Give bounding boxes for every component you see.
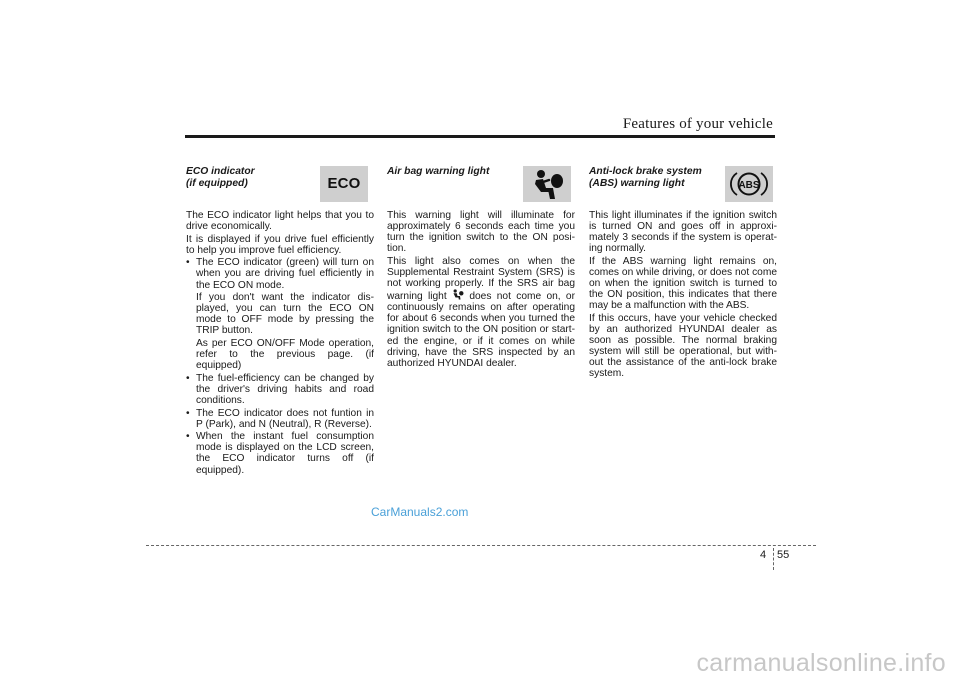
eco-title-line2: (if equipped) [186,177,248,189]
eco-bullet-list [186,257,374,475]
watermark-link[interactable]: CarManuals2.com [371,505,469,519]
eco-bullet-2: • The fuel-efficiency can be changed by the driver's driving habits and road conditions. [186,373,374,406]
eco-paragraph-1: The ECO indicator light helps that you to drive economically. [186,210,374,233]
abs-title-line1: Anti-lock brake system [589,166,702,177]
eco-bullet-3: • The ECO indicator does not funtion in P (Park), and N (Neutral), R (Reverse). [186,408,374,430]
airbag-paragraph-2-end: does not come on, or continuously remains on after operating for about 6 seconds when you turned the ignition switch to the ON position or start- ed the engine, or if it comes on while driving, have the SRS inspected by an authorized HYUNDAI dealer. [387,291,575,369]
airbag-person-icon [523,166,571,202]
eco-indicator-section [186,166,374,477]
page-number-divider [773,548,774,570]
eco-bullet-1-sub-2: As per ECO ON/OFF Mode operation, refer to the previous page. (if equipped) [196,338,374,372]
footer-dashed-rule [146,545,816,546]
eco-icon-label: ECO [327,175,361,192]
abs-title-line2: (ABS) warning light [589,177,685,189]
page-number: 55 [777,549,790,561]
airbag-warning-title [387,166,507,210]
eco-paragraph-2: It is displayed if you drive fuel efficiently to help you improve fuel efficiency. [186,233,374,256]
eco-bullet-1: • The ECO indicator (green) will turn on when you are driving fuel efficiently in the ECO ON mode. [186,257,374,290]
abs-warning-title [589,166,709,210]
abs-paragraph-3: If this occurs, have your vehicle checked by an authorized HYUNDAI dealer as soon as possible. The normal braking system will still be operational, but with- out the assistance of the anti-lock brake system. [589,312,777,380]
page-chapter-number: 4 [760,549,767,561]
airbag-warning-icon [523,166,571,202]
abs-paragraph-1: This light illuminates if the ignition switch is turned ON and goes off in approxi- mately 3 seconds if the system is operat- ing normally. [589,210,777,255]
airbag-title-line1: Air bag warning light [387,166,490,177]
airbag-inline-icon [452,289,464,300]
header-rule [185,135,775,138]
eco-title-line1: ECO indicator [186,166,255,177]
abs-circle-icon [725,166,773,202]
eco-indicator-icon [320,166,368,202]
page-header-title: Features of your vehicle [622,116,773,132]
footer-site-watermark: carmanualsonline.info [696,649,946,677]
eco-bullet-4: • When the instant fuel consumption mode is displayed on the LCD screen, the ECO indicator turns off (if equipped). [186,431,374,475]
abs-icon-label: ABS [738,180,760,191]
abs-warning-icon [725,166,773,202]
airbag-paragraph-2 [387,256,575,369]
airbag-paragraph-2-start: This light also comes on when the Supplemental Restraint System (SRS) is not working properly. If the SRS air bag warning light [387,255,575,303]
eco-indicator-title [186,166,306,210]
airbag-paragraph-1: This warning light will illuminate for approximately 6 seconds each time you turn the ignition switch to the ON posi- tion. [387,210,575,255]
eco-bullet-1-sub-1: If you don't want the indicator dis- played, you can turn the ECO ON mode to OFF mode by pressing the TRIP button. [196,292,374,337]
abs-paragraph-2: If the ABS warning light remains on, comes on while driving, or does not come on when the ignition switch is turned to the ON position, this indicates that there may be a malfunction with the ABS. [589,255,777,312]
